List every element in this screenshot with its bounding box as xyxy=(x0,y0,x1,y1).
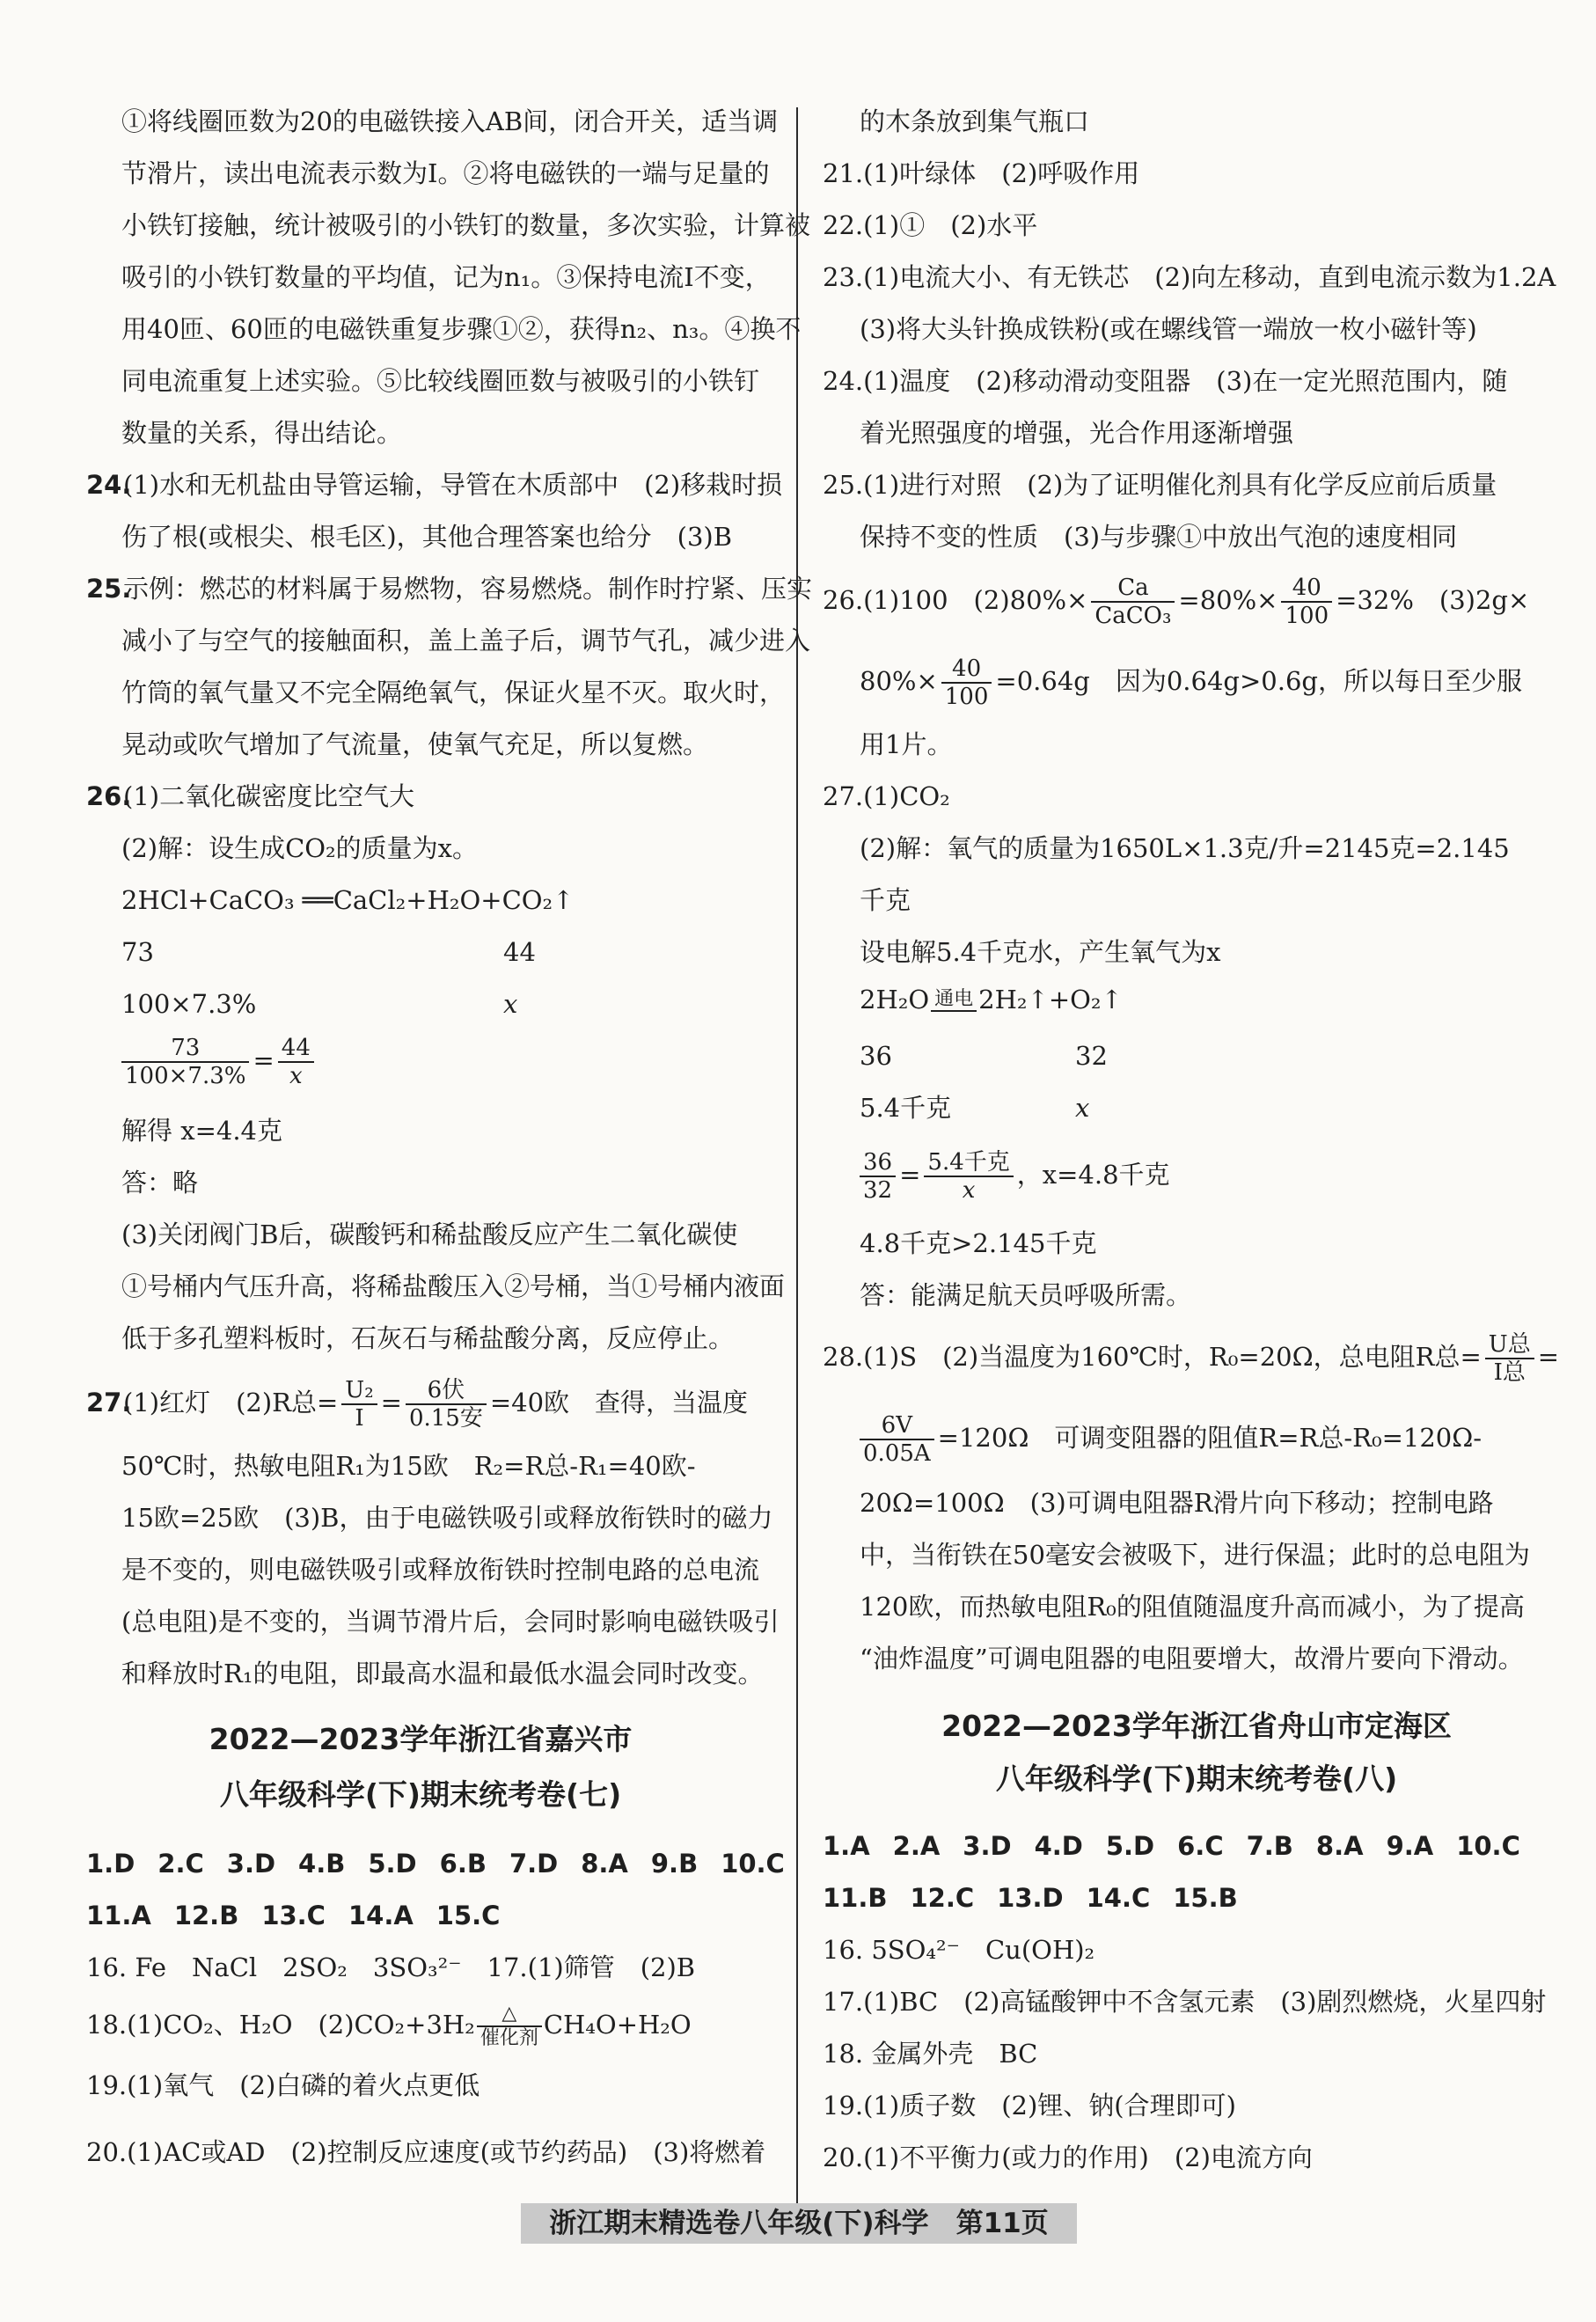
fraction-numerator: 40 xyxy=(1281,575,1332,603)
text: 18.(1)CO₂、H₂O (2)CO₂+3H₂ xyxy=(86,2010,475,2040)
text: =80%× xyxy=(1178,585,1278,615)
q26-equation: 2HCl+CaCO₃ ══CaCl₂+H₂O+CO₂↑ xyxy=(121,885,575,915)
fraction-numerator: 6V xyxy=(860,1412,934,1440)
answer: 1.A xyxy=(823,1831,870,1861)
answer: 7.D xyxy=(509,1849,559,1879)
equals-sign: = xyxy=(1537,1342,1560,1372)
q26-line: 解得 x=4.4克 xyxy=(121,1116,282,1146)
answer: 15.B xyxy=(1173,1883,1238,1913)
text: 28.(1)S (2)当温度为160℃时，R₀=20Ω，总电阻R总= xyxy=(823,1342,1482,1372)
fraction-denominator: 0.15安 xyxy=(408,1405,483,1432)
q25-line: 25.(1)进行对照 (2)为了证明催化剂具有化学反应前后质量 xyxy=(823,470,1497,500)
fraction-numerator: 5.4千克 xyxy=(924,1149,1013,1177)
answer: 10.C xyxy=(1456,1831,1520,1861)
fraction-numerator: 40 xyxy=(941,656,992,684)
exam-subtitle: 八年级科学(下)期末统考卷(七) xyxy=(219,1777,622,1812)
q26-ratio: 100×7.3% xyxy=(121,989,257,1019)
equals-sign: = xyxy=(380,1388,402,1417)
fraction-denominator: I xyxy=(355,1405,364,1432)
q18-line: 18. 金属外壳 BC xyxy=(823,2039,1038,2069)
text: =120Ω 可调变阻器的阻值R=R总-R₀=120Ω- xyxy=(937,1423,1483,1453)
q27-line: 设电解5.4千克水，产生氧气为x xyxy=(860,937,1221,967)
q26-line: (1)二氧化碳密度比空气大 xyxy=(123,781,415,811)
exam-title: 2022—2023学年浙江省嘉兴市 xyxy=(209,1722,633,1756)
answer: 5.D xyxy=(368,1849,417,1879)
q28-line: 20Ω=100Ω (3)可调电阻器R滑片向下移动；控制电路 xyxy=(860,1488,1494,1518)
text: =32% (3)2g× xyxy=(1336,585,1530,615)
q27-line: 是不变的，则电磁铁吸引或释放衔铁时控制电路的总电流 xyxy=(121,1555,760,1585)
q25-line: 减小了与空气的接触面积，盖上盖子后，调节气孔，减少进入 xyxy=(121,626,811,656)
q20-line: 20.(1)AC或AD (2)控制反应速度(或节约药品) (3)将燃着 xyxy=(86,2137,766,2167)
fraction-numerator: U₂ xyxy=(341,1377,377,1405)
q26-ratio: 44 xyxy=(503,937,536,967)
q23-line: 吸引的小铁钉数量的平均值，记为n₁。③保持电流I不变， xyxy=(121,262,771,292)
q25-line: 示例：燃芯的材料属于易燃物，容易燃烧。制作时拧紧、压实 xyxy=(123,574,813,604)
reaction-condition: 通电 xyxy=(931,989,977,1012)
q25-line: 竹筒的氧气量又不完全隔绝氧气，保证火星不灭。取火时， xyxy=(121,678,786,707)
fraction-numerator: 73 xyxy=(121,1035,249,1063)
answer: 13.C xyxy=(261,1901,326,1930)
fraction-numerator: Ca xyxy=(1091,575,1175,603)
q22-line: 22.(1)① (2)水平 xyxy=(823,210,1038,240)
q20-line: 20.(1)不平衡力(或力的作用) (2)电流方向 xyxy=(823,2143,1313,2172)
q25-line: 晃动或吹气增加了气流量，使氧气充足，所以复燃。 xyxy=(121,729,709,759)
q24-number: 24. xyxy=(86,470,132,500)
q28-line: 中，当衔铁在50毫安会被吸下，进行保温；此时的总电阻为 xyxy=(860,1540,1530,1570)
q23-line: 同电流重复上述实验。⑤比较线圈匝数与被吸引的小铁钉 xyxy=(121,366,760,396)
text: 80%× xyxy=(860,666,938,696)
q23-line: (3)将大头针换成铁粉(或在螺线管一端放一枚小磁针等) xyxy=(860,314,1477,344)
answer: 9.A xyxy=(1386,1831,1434,1861)
answer: 4.B xyxy=(298,1849,346,1879)
answer: 5.D xyxy=(1105,1831,1155,1861)
q23-line: 23.(1)电流大小、有无铁芯 (2)向左移动，直到电流示数为1.2A xyxy=(823,262,1556,292)
answer: 1.D xyxy=(86,1849,135,1879)
q27-ratio: 32 xyxy=(1075,1041,1108,1071)
fraction-denominator: 32 xyxy=(863,1177,893,1204)
answer: 2.C xyxy=(157,1849,204,1879)
exam-subtitle: 八年级科学(下)期末统考卷(八) xyxy=(995,1762,1398,1796)
q27-proportion xyxy=(856,1144,1170,1205)
q27-line: (2)解：氧气的质量为1650L×1.3克/升=2145克=2.145 xyxy=(860,833,1510,863)
condition-below: 催化剂 xyxy=(480,2027,538,2049)
q27-line: 4.8千克>2.145千克 xyxy=(860,1228,1097,1258)
fraction-denominator: 100 xyxy=(944,684,989,710)
q27-line: (总电阻)是不变的，当调节滑片后，会同时影响电磁铁吸引 xyxy=(121,1607,780,1637)
q19-line: 19.(1)氧气 (2)白磷的着火点更低 xyxy=(86,2070,480,2100)
q26-ratio: 73 xyxy=(121,937,154,967)
q26-line xyxy=(860,648,1522,714)
q26-line: (3)关闭阀门B后，碳酸钙和稀盐酸反应产生二氧化碳使 xyxy=(121,1220,738,1249)
answer-row xyxy=(86,1898,523,1933)
answer: 8.A xyxy=(581,1849,628,1879)
text: 2H₂↑+O₂↑ xyxy=(978,985,1123,1015)
q27-equation xyxy=(860,975,1123,1024)
q24-line: 伤了根(或根尖、根毛区)，其他合理答案也给分 (3)B xyxy=(121,522,733,552)
q20-line: 的木条放到集气瓶口 xyxy=(860,106,1090,136)
answer: 3.D xyxy=(226,1849,276,1879)
q27-line: 和释放时R₁的电阻，即最高水温和最低水温会同时改变。 xyxy=(121,1659,764,1688)
q28-line: 120欧，而热敏电阻R₀的阻值随温度升高而减小，为了提高 xyxy=(860,1592,1525,1622)
answer-row xyxy=(823,1828,1543,1864)
q26-line: ①号桶内气压升高，将稀盐酸压入②号桶，当①号桶内液面 xyxy=(121,1271,786,1301)
q28-line xyxy=(823,1323,1559,1390)
q26-ratio: x xyxy=(503,989,518,1019)
q27-line xyxy=(123,1369,748,1436)
text: =0.64g 因为0.64g>0.6g，所以每日至少服 xyxy=(995,666,1522,696)
q24-line: 24.(1)温度 (2)移动滑动变阻器 (3)在一定光照范围内，随 xyxy=(823,366,1508,396)
answer: 3.D xyxy=(963,1831,1012,1861)
column-divider xyxy=(796,107,798,2228)
answer: 12.C xyxy=(910,1883,975,1913)
q26-proportion xyxy=(118,1035,318,1096)
q27-number: 27. xyxy=(86,1388,132,1417)
fraction-denominator: 100×7.3% xyxy=(125,1063,246,1089)
fraction-numerator: 36 xyxy=(860,1149,896,1177)
text: 26.(1)100 (2)80%× xyxy=(823,585,1088,615)
q24-line: 着光照强度的增强，光合作用逐渐增强 xyxy=(860,418,1294,448)
text: 2H₂O xyxy=(860,985,930,1015)
q26-line: 低于多孔塑料板时，石灰石与稀盐酸分离，反应停止。 xyxy=(121,1323,735,1353)
text: CH₄O+H₂O xyxy=(543,2010,692,2040)
answer: 6.C xyxy=(1177,1831,1224,1861)
fraction-denominator: x xyxy=(962,1177,976,1204)
q26-line: (2)解：设生成CO₂的质量为x。 xyxy=(121,833,479,863)
q24-line: (1)水和无机盐由导管运输，导管在木质部中 (2)移栽时损 xyxy=(123,470,783,500)
q27-line: 答：能满足航天员呼吸所需。 xyxy=(860,1280,1192,1310)
q27-line: 15欧=25欧 (3)B，由于电磁铁吸引或释放衔铁时的磁力 xyxy=(121,1503,773,1533)
fraction-denominator: I总 xyxy=(1493,1359,1526,1386)
q23-line: 节滑片，读出电流表示数为I。②将电磁铁的一端与足量的 xyxy=(121,158,770,188)
q25-line: 保持不变的性质 (3)与步骤①中放出气泡的速度相同 xyxy=(860,522,1458,552)
q16-line: 16. Fe NaCl 2SO₂ 3SO₃²⁻ 17.(1)筛管 (2)B xyxy=(86,1952,696,1982)
q27-ratio: 36 xyxy=(860,1041,892,1071)
equals-sign: = xyxy=(253,1045,275,1075)
q27-line: 50℃时，热敏电阻R₁为15欧 R₂=R总-R₁=40欧- xyxy=(121,1451,696,1481)
answer: 15.C xyxy=(436,1901,501,1930)
fraction-denominator: 0.05A xyxy=(863,1440,931,1467)
answer: 2.A xyxy=(892,1831,941,1861)
answer: 14.C xyxy=(1086,1883,1151,1913)
text: =40欧 查得，当温度 xyxy=(489,1388,749,1417)
answer: 4.D xyxy=(1034,1831,1083,1861)
answer: 12.B xyxy=(173,1901,239,1930)
q17-line: 17.(1)BC (2)高锰酸钾中不含氢元素 (3)剧烈燃烧，火星四射 xyxy=(823,1987,1547,2017)
answer: 13.D xyxy=(997,1883,1064,1913)
answer: 7.B xyxy=(1246,1831,1293,1861)
fraction-numerator: U总 xyxy=(1485,1331,1534,1359)
answer: 14.A xyxy=(348,1901,414,1930)
q27-line: 千克 xyxy=(860,885,911,915)
q18-line xyxy=(86,1994,692,2055)
q26-number: 26. xyxy=(86,781,132,811)
equals-sign: = xyxy=(899,1160,921,1190)
q26-line: 答：略 xyxy=(121,1168,199,1198)
q27-ratio: 5.4千克 xyxy=(860,1093,952,1123)
answer: 6.B xyxy=(439,1849,487,1879)
q28-line: “油炸温度”可调电阻器的电阻要增大，故滑片要向下滑动。 xyxy=(860,1644,1524,1674)
condition-above: △ xyxy=(477,2003,542,2027)
q23-line: ①将线圈匝数为20的电磁铁接入AB间，闭合开关，适当调 xyxy=(121,106,779,136)
answer-row xyxy=(823,1880,1261,1915)
q23-line: 数量的关系，得出结论。 xyxy=(121,418,403,448)
text: ，x=4.8千克 xyxy=(1016,1160,1170,1190)
answer-row xyxy=(86,1846,808,1881)
fraction-numerator: 44 xyxy=(278,1035,314,1063)
q27-line: 27.(1)CO₂ xyxy=(823,781,950,811)
q23-line: 小铁钉接触，统计被吸引的小铁钉的数量，多次实验，计算被 xyxy=(121,210,811,240)
fraction-denominator: x xyxy=(289,1063,303,1089)
fraction-numerator: 6伏 xyxy=(406,1377,487,1405)
answer: 9.B xyxy=(650,1849,699,1879)
q23-line: 用40匝、60匝的电磁铁重复步骤①②，获得n₂、n₃。④换不 xyxy=(121,314,802,344)
q19-line: 19.(1)质子数 (2)锂、钠(合理即可) xyxy=(823,2091,1236,2121)
answer: 8.A xyxy=(1315,1831,1364,1861)
q26-line: 用1片。 xyxy=(860,729,953,759)
fraction-denominator: CaCO₃ xyxy=(1095,603,1172,629)
answer: 10.C xyxy=(721,1849,785,1879)
exam-title: 2022—2023学年浙江省舟山市定海区 xyxy=(941,1709,1452,1743)
page-footer: 浙江期末精选卷八年级(下)科学 第11页 xyxy=(521,2203,1077,2244)
q28-line xyxy=(856,1404,1482,1471)
q26-line xyxy=(823,567,1529,634)
answer: 11.A xyxy=(86,1901,151,1930)
q21-line: 21.(1)叶绿体 (2)呼吸作用 xyxy=(823,158,1140,188)
q25-number: 25. xyxy=(86,574,132,604)
text: (1)红灯 (2)R总= xyxy=(123,1388,339,1417)
fraction-denominator: 100 xyxy=(1285,603,1329,629)
q16-line: 16. 5SO₄²⁻ Cu(OH)₂ xyxy=(823,1935,1095,1965)
q27-ratio: x xyxy=(1075,1093,1090,1123)
answer: 11.B xyxy=(823,1883,888,1913)
